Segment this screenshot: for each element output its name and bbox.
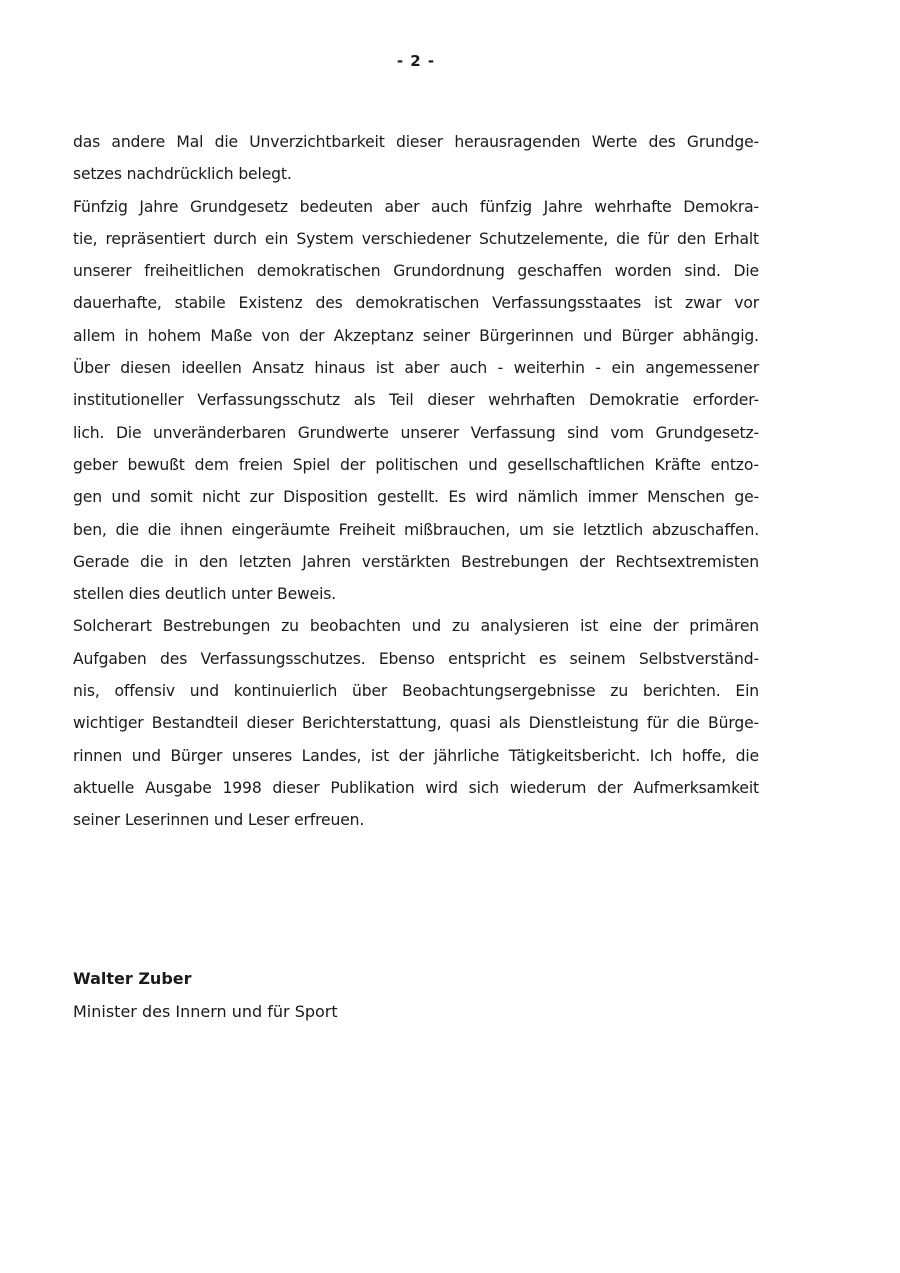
text-line: Gerade die in den letzten Jahren verstärkten Bestrebungen der Rechtsextremisten	[73, 552, 759, 571]
text-line: ben, die die ihnen eingeräumte Freiheit mißbrauchen, um sie letztlich abzuschaffen.	[73, 520, 759, 539]
text-line: gen und somit nicht zur Disposition gestellt. Es wird nämlich immer Menschen ge-	[73, 488, 759, 507]
page-number: - 2 -	[396, 52, 436, 70]
text-line: Fünfzig Jahre Grundgesetz bedeuten aber auch fünfzig Jahre wehrhafte Demokra-	[73, 197, 759, 216]
text-line: Solcherart Bestrebungen zu beobachten und zu analysieren ist eine der primären	[73, 617, 759, 636]
text-line: geber bewußt dem freien Spiel der politischen und gesellschaftlichen Kräfte entzo-	[73, 455, 759, 474]
text-line: allem in hohem Maße von der Akzeptanz seiner Bürgerinnen und Bürger abhängig.	[73, 326, 759, 345]
text-line: institutioneller Verfassungsschutz als Teil dieser wehrhaften Demokratie erforder-	[73, 391, 759, 410]
text-line: das andere Mal die Unverzichtbarkeit dieser herausragenden Werte des Grundge-	[73, 133, 759, 151]
text-line: aktuelle Ausgabe 1998 dieser Publikation wird sich wiederum der Aufmerksamkeit	[73, 778, 759, 797]
text-line: stellen dies deutlich unter Beweis.	[73, 585, 337, 604]
signatory-name: Walter Zuber	[73, 969, 192, 988]
text-line: nis, offensiv und kontinuierlich über Beobachtungsergebnisse zu berichten. Ein	[73, 682, 759, 701]
text-line: dauerhafte, stabile Existenz des demokratischen Verfassungsstaates ist zwar vor	[73, 294, 759, 313]
text-line: Aufgaben des Verfassungsschutzes. Ebenso entspricht es seinem Selbstverständ-	[73, 649, 759, 668]
text-line: rinnen und Bürger unseres Landes, ist der jährliche Tätigkeitsbericht. Ich hoffe, die	[73, 746, 759, 765]
text-line: setzes nachdrücklich belegt.	[73, 165, 292, 184]
signature-block	[73, 965, 338, 1031]
text-line: lich. Die unveränderbaren Grundwerte unserer Verfassung sind vom Grundgesetz-	[73, 423, 759, 442]
body-text	[73, 126, 759, 837]
signatory-title: Minister des Innern und für Sport	[73, 1002, 338, 1021]
text-line: tie, repräsentiert durch ein System verschiedener Schutzelemente, die für den Erhalt	[73, 229, 759, 248]
text-line: wichtiger Bestandteil dieser Berichterstattung, quasi als Dienstleistung für die Bürge-	[73, 714, 759, 733]
text-line: Über diesen ideellen Ansatz hinaus ist aber auch - weiterhin - ein angemessener	[73, 359, 759, 378]
text-line: seiner Leserinnen und Leser erfreuen.	[73, 811, 365, 830]
text-line: unserer freiheitlichen demokratischen Grundordnung geschaffen worden sind. Die	[73, 262, 759, 281]
